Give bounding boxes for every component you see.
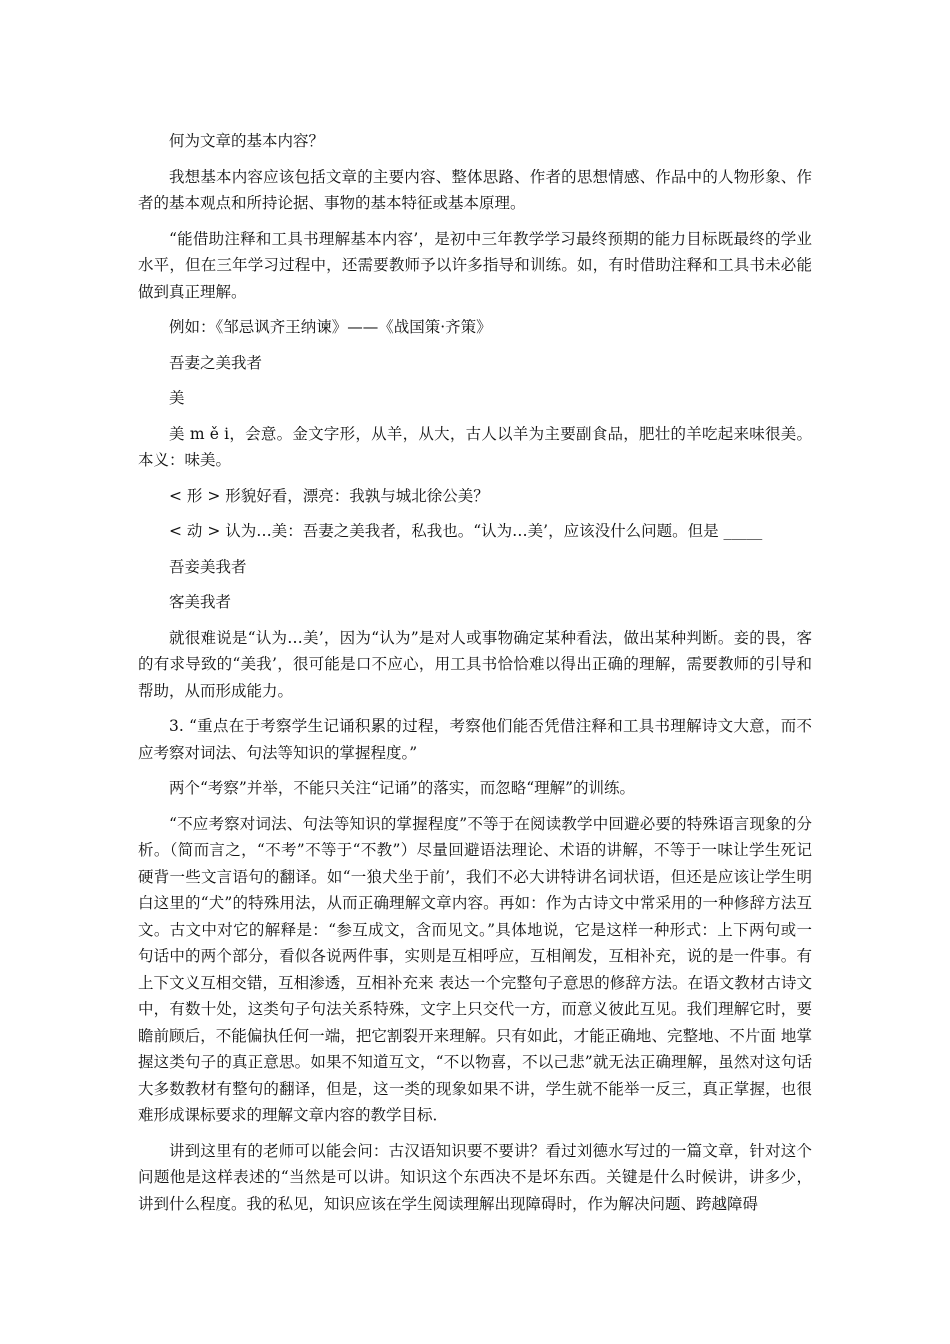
paragraph-basic-content: 我想基本内容应该包括文章的主要内容、整体思路、作者的思想情感、作品中的人物形象、作者的基本观点和所持论据、事物的基本特征或基本原理。 [138, 167, 812, 212]
paragraph-quote-3: 客美我者 [169, 593, 232, 611]
paragraph-knowledge-question: 讲到这里有的老师可以能会问：古汉语知识要不要讲？看过刘德水写过的一篇文章，针对这个问题他是这样表述的“当然是可以讲。知识这个东西决不是坏东西。关键是什么时候讲，讲多少，讲到什么程度。我的私见，知识应该在学生阅读理解出现障碍时，作为解决问题、跨越障碍 [138, 1141, 812, 1213]
paragraph-point-3: 3. “重点在于考察学生记诵积累的过程，考察他们能否凭借注释和工具书理解诗文大意，而不应考察对词法、句法等知识的掌握程度。” [138, 717, 812, 762]
paragraph-quote-1: 吾妻之美我者 [169, 353, 263, 372]
paragraph-adjective-sense: < 形 > 形貌好看，漂亮：我孰与城北徐公美？ [169, 486, 489, 505]
document-page [138, 128, 812, 1226]
paragraph-two-examinations: 两个“考察”并举，不能只关注“记诵”的落实，而忽略“理解”的训练。 [169, 779, 636, 797]
paragraph-example-title: 例如：《邹忌讽齐王纳谏》——《战国策·齐策》 [169, 318, 492, 336]
paragraph-grammar-discussion: “不应考察对词法、句法等知识的掌握程度”不等于在阅读教学中回避必要的特殊语言现象的分析。（简而言之，“不考”不等于“不教”）尽量回避语法理论、术语的讲解，不等于一味让学生死记硬背一些文言语句的翻译。如“一狼犬坐于前’，我们不必大讲特讲名词状语，但还是应该让学生明白这里的“犬”的特殊用法，从而正确理解文章内容。再如：作为古诗文中常采用的一种修辞方法互文。古文中对它的解释是：“参互成文，含而见文。”具体地说，它是这样一种形式：上下两句或一句话中的两个部分，看似各说两件事，实则是互相呼应，互相阐发，互相补充，说的是一件事。有上下文义互相交错，互相渗透，互相补充来 表达一个完整句子意思的修辞方法。在语文教材古诗文中，有数十处，这类句子句法关系特殊，文字上只交代一方，而意义彼此互见。我们理解它时，要瞻前顾后，不能偏执任何一端，把它割裂开来理解。只有如此，才能正确地、完整地、不片面 地掌握这类句子的真正意思。如果不知道互文，“不以物喜，不以己悲”就无法正确理解，虽然对这句话大多数教材有整句的翻译，但是，这一类的现象如果不讲，学生就不能举一反三，真正掌握，也很难形成课标要求的理解文章内容的教学目标． [138, 814, 812, 1124]
paragraph-quote-2: 吾妾美我者 [169, 557, 247, 576]
paragraph-annotation-goal: “能借助注释和工具书理解基本内容’，是初中三年教学学习最终预期的能力目标既最终的学业水平，但在三年学习过程中，还需要教师予以许多指导和训练。如，有时借助注释和工具书未必能做到真正理解。 [138, 229, 812, 301]
paragraph-word-mei: 美 [169, 389, 185, 407]
paragraph-analysis: 就很难说是“认为…美’，因为“认为”是对人或事物确定某种看法，做出某种判断。妾的畏，客的有求导致的“美我’，很可能是口不应心，用工具书恰恰难以得出正确的理解，需要教师的引导和帮助，从而形成能力。 [138, 628, 812, 700]
paragraph-verb-sense: < 动 > 认为…美：吾妻之美我者，私我也。“认为…美’，应该没什么问题。但是 _____ [169, 522, 763, 540]
paragraph-question: 何为文章的基本内容？ [169, 132, 325, 150]
paragraph-dictionary-entry: 美 m ě i，会意。金文字形，从羊，从大，古人以羊为主要副食品，肥壮的羊吃起来味很美。本义：味美。 [138, 424, 812, 469]
